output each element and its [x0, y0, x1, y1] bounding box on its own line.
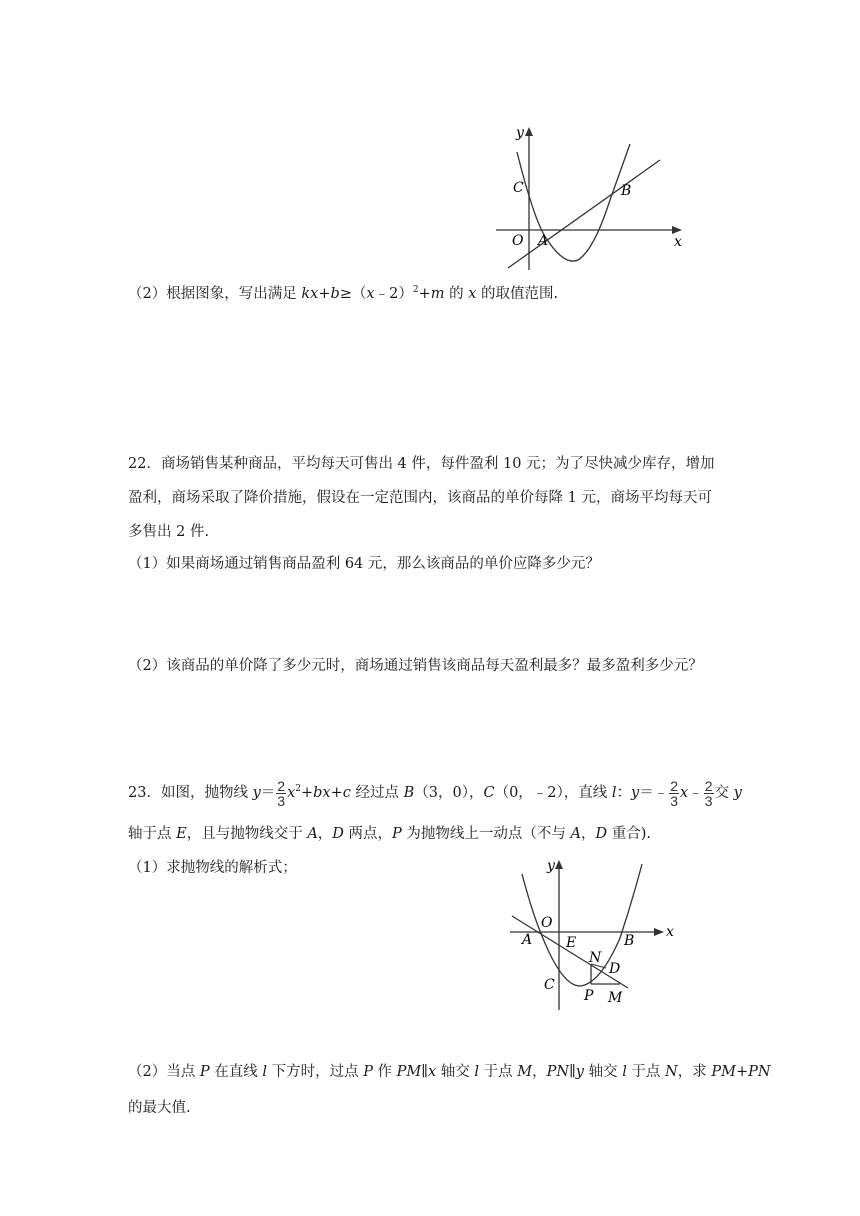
figure-23-graph [502, 852, 682, 1012]
parabola-curve [517, 144, 630, 261]
label-n: N [589, 950, 602, 966]
label-b: B [624, 933, 635, 949]
label-o: O [541, 915, 553, 931]
y-axis-arrow [525, 127, 533, 136]
q22-line1: 22．商场销售某种商品，平均每天可售出 4 件，每件盈利 10 元；为了尽快减少库存，增加 [128, 456, 715, 472]
label-e: E [566, 935, 577, 951]
line-ab [508, 160, 660, 268]
q22-line2: 盈利，商场采取了降价措施，假设在一定范围内，该商品的单价每降 1 元，商场平均每天可 [128, 490, 712, 506]
x-axis-arrow [672, 226, 682, 234]
label-y: y [516, 125, 524, 141]
q22-part1: （1）如果商场通过销售商品盈利 64 元，那么该商品的单价应降多少元？ [128, 556, 600, 572]
q23-part1: （1）求抛物线的解析式； [128, 860, 297, 876]
y-axis-arrow [555, 860, 563, 869]
fraction-two-thirds-3: $\frac{2}{3}$ [704, 777, 713, 809]
q23-part2-line1: （2）当点 P 在直线 l 下方时，过点 P 作 PM∥x 轴交 l 于点 M，PN∥y 轴交 l 于点 N，求 PM+PN [128, 1064, 771, 1080]
fraction-two-thirds-2: $\frac{2}{3}$ [670, 777, 679, 809]
line-l [512, 916, 628, 988]
fraction-two-thirds: $\frac{2}{3}$ [277, 777, 286, 809]
label-y: y [547, 858, 555, 874]
label-m: M [608, 990, 623, 1006]
x-axis-arrow [654, 928, 664, 936]
label-b: B [621, 183, 632, 199]
q23-line2: 轴于点 E，且与抛物线交于 A，D 两点，P 为抛物线上一动点（不与 A，D 重合). [128, 826, 652, 842]
label-c: C [513, 180, 524, 196]
label-o: O [512, 233, 524, 249]
figure-21-graph [490, 122, 690, 272]
parabola-curve [522, 864, 642, 986]
label-p: P [584, 988, 594, 1004]
q22-part2: （2）该商品的单价降了多少元时，商场通过销售该商品每天盈利最多？最多盈利多少元？ [128, 658, 703, 674]
q21-part2: （2）根据图象，写出满足 kx+b≥（x﹣2）$^2$+m 的 x 的取值范围. [128, 285, 559, 302]
label-d: D [609, 961, 621, 977]
q22-line3: 多售出 2 件. [128, 524, 210, 540]
label-a: A [522, 932, 533, 948]
label-x: x [674, 234, 682, 250]
q23-part2-line2: 的最大值. [128, 1100, 191, 1116]
label-c: C [544, 977, 555, 993]
label-x: x [666, 924, 674, 940]
q23-line1: 23．如图，抛物线 y＝ $\frac{2}{3}$ $x^2+bx+c$ 经过点 B（3，0），C（0，﹣2），直线 l：y＝﹣ $\frac{2}{3}$ x﹣ $\frac{2}{3}$ 交 y [128, 777, 742, 809]
label-a: A [538, 233, 549, 249]
